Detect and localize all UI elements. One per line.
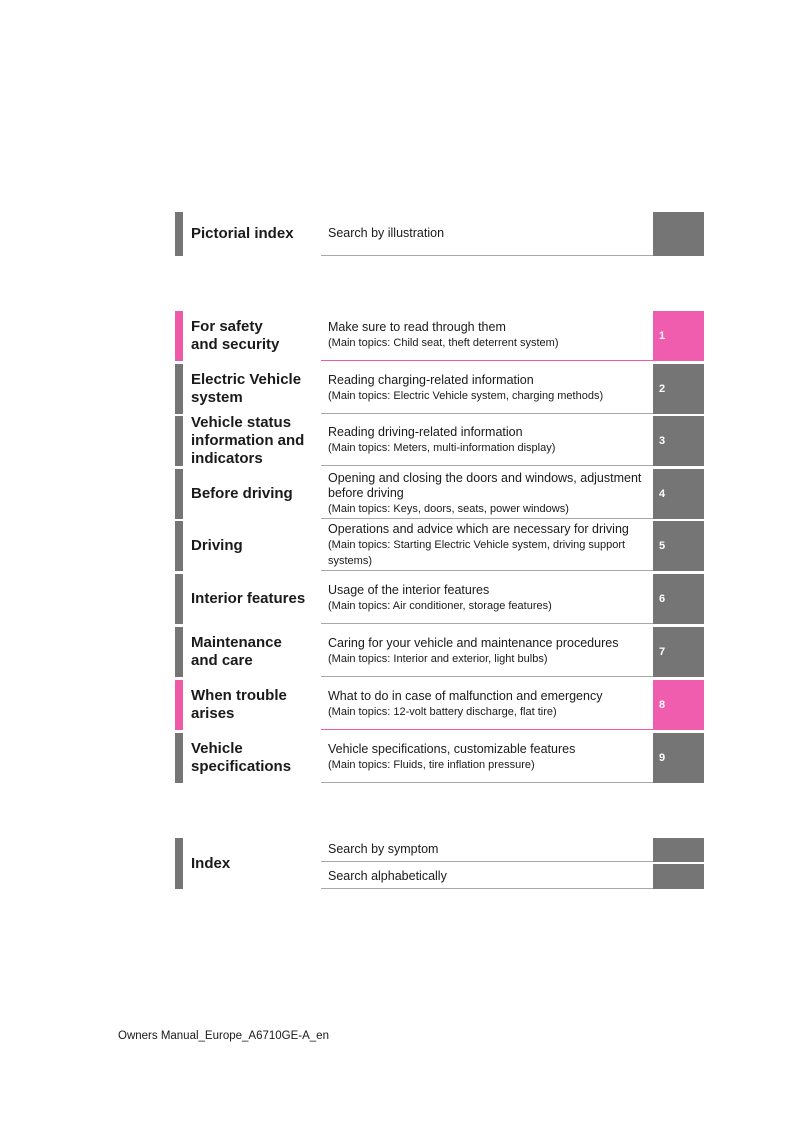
section-number: 2 <box>659 383 666 395</box>
section-tab[interactable] <box>653 311 704 361</box>
section-content[interactable] <box>321 838 653 862</box>
section-row-7[interactable] <box>175 627 704 677</box>
index-alphabetical-row[interactable] <box>321 864 704 889</box>
section-row-1[interactable] <box>175 311 704 361</box>
index-alphabetical-label: Search alphabetically <box>328 868 447 883</box>
section-topics: (Main topics: Fluids, tire inflation pressure) <box>328 759 535 771</box>
section-row-6[interactable] <box>175 574 704 624</box>
section-topics: (Main topics: Interior and exterior, light bulbs) <box>328 653 548 665</box>
section-tab[interactable] <box>653 521 704 571</box>
section-tab[interactable] <box>653 680 704 730</box>
section-description: Reading charging-related information <box>328 373 534 387</box>
section-number: 5 <box>659 540 666 552</box>
section-bar <box>175 469 183 519</box>
section-bar <box>175 838 183 889</box>
section-tab[interactable] <box>653 627 704 677</box>
section-number: 8 <box>659 699 666 711</box>
section-title: When trouble arises <box>191 687 287 722</box>
section-number: 1 <box>659 330 666 342</box>
section-title: Interior features <box>191 590 306 607</box>
section-tab[interactable] <box>653 469 704 519</box>
section-description: Opening and closing the doors and windows, adjustment before driving <box>328 470 642 500</box>
section-row-8[interactable] <box>175 680 704 730</box>
section-tab[interactable] <box>653 416 704 466</box>
section-row-9[interactable] <box>175 733 704 783</box>
section-bar <box>175 627 183 677</box>
section-title: Maintenance and care <box>191 634 282 669</box>
section-title: Driving <box>191 537 243 554</box>
section-content[interactable] <box>321 416 653 466</box>
section-tab[interactable] <box>653 212 704 256</box>
section-content[interactable] <box>321 469 653 519</box>
section-bar <box>175 364 183 414</box>
section-description: Reading driving-related information <box>328 425 523 439</box>
section-row-3[interactable] <box>175 416 704 466</box>
section-topics: (Main topics: Meters, multi-information display) <box>328 442 556 454</box>
section-topics: (Main topics: Electric Vehicle system, charging methods) <box>328 390 604 402</box>
section-content[interactable] <box>321 364 653 414</box>
section-content[interactable] <box>321 627 653 677</box>
section-title: Index <box>191 854 231 872</box>
section-bar <box>175 733 183 783</box>
section-topics: (Main topics: 12-volt battery discharge, flat tire) <box>328 706 557 718</box>
section-tab[interactable] <box>653 364 704 414</box>
section-title: Vehicle status information and indicators <box>191 414 305 467</box>
section-content[interactable] <box>321 680 653 730</box>
index-symptom-row[interactable] <box>321 838 704 862</box>
section-content[interactable] <box>321 212 653 256</box>
section-description: Usage of the interior features <box>328 583 490 597</box>
section-description: What to do in case of malfunction and emergency <box>328 689 603 703</box>
index-symptom-label: Search by symptom <box>328 842 439 856</box>
section-number: 4 <box>659 488 666 500</box>
section-title: Electric Vehicle system <box>191 371 302 406</box>
section-row-5[interactable] <box>175 521 704 571</box>
section-title: For safety and security <box>191 318 280 353</box>
pictorial-index-row[interactable] <box>175 212 704 256</box>
section-title: Pictorial index <box>191 225 294 242</box>
section-description: Vehicle specifications, customizable features <box>328 742 576 756</box>
section-content[interactable] <box>321 733 653 783</box>
section-row-2[interactable] <box>175 364 704 414</box>
section-content[interactable] <box>321 521 653 571</box>
section-content[interactable] <box>321 574 653 624</box>
section-title: Before driving <box>191 485 293 502</box>
section-number: 7 <box>659 646 666 658</box>
section-description: Search by illustration <box>328 226 445 240</box>
section-bar <box>175 521 183 571</box>
section-topics: (Main topics: Air conditioner, storage features) <box>328 600 552 612</box>
section-number: 6 <box>659 593 666 605</box>
section-description: Operations and advice which are necessary for driving <box>328 522 629 536</box>
section-tab[interactable] <box>653 574 704 624</box>
section-topics: (Main topics: Starting Electric Vehicle system, driving support systems) <box>328 539 626 567</box>
section-bar <box>175 574 183 624</box>
section-title: Vehicle specifications <box>191 740 292 775</box>
section-number: 9 <box>659 752 666 764</box>
section-bar <box>175 416 183 466</box>
section-row-4[interactable] <box>175 469 704 519</box>
section-tab[interactable] <box>653 864 704 889</box>
section-number: 3 <box>659 435 666 447</box>
section-topics: (Main topics: Keys, doors, seats, power windows) <box>328 502 569 515</box>
section-tab[interactable] <box>653 838 704 862</box>
section-content[interactable] <box>321 311 653 361</box>
section-topics: (Main topics: Child seat, theft deterrent system) <box>328 337 559 349</box>
section-tab[interactable] <box>653 733 704 783</box>
section-description: Make sure to read through them <box>328 320 506 334</box>
section-content[interactable] <box>321 864 653 889</box>
section-bar <box>175 680 183 730</box>
section-description: Caring for your vehicle and maintenance procedures <box>328 636 619 650</box>
section-bar <box>175 311 183 361</box>
index-row <box>175 838 704 889</box>
document-footer: Owners Manual_Europe_A6710GE-A_en <box>118 1030 329 1042</box>
section-bar <box>175 212 183 256</box>
